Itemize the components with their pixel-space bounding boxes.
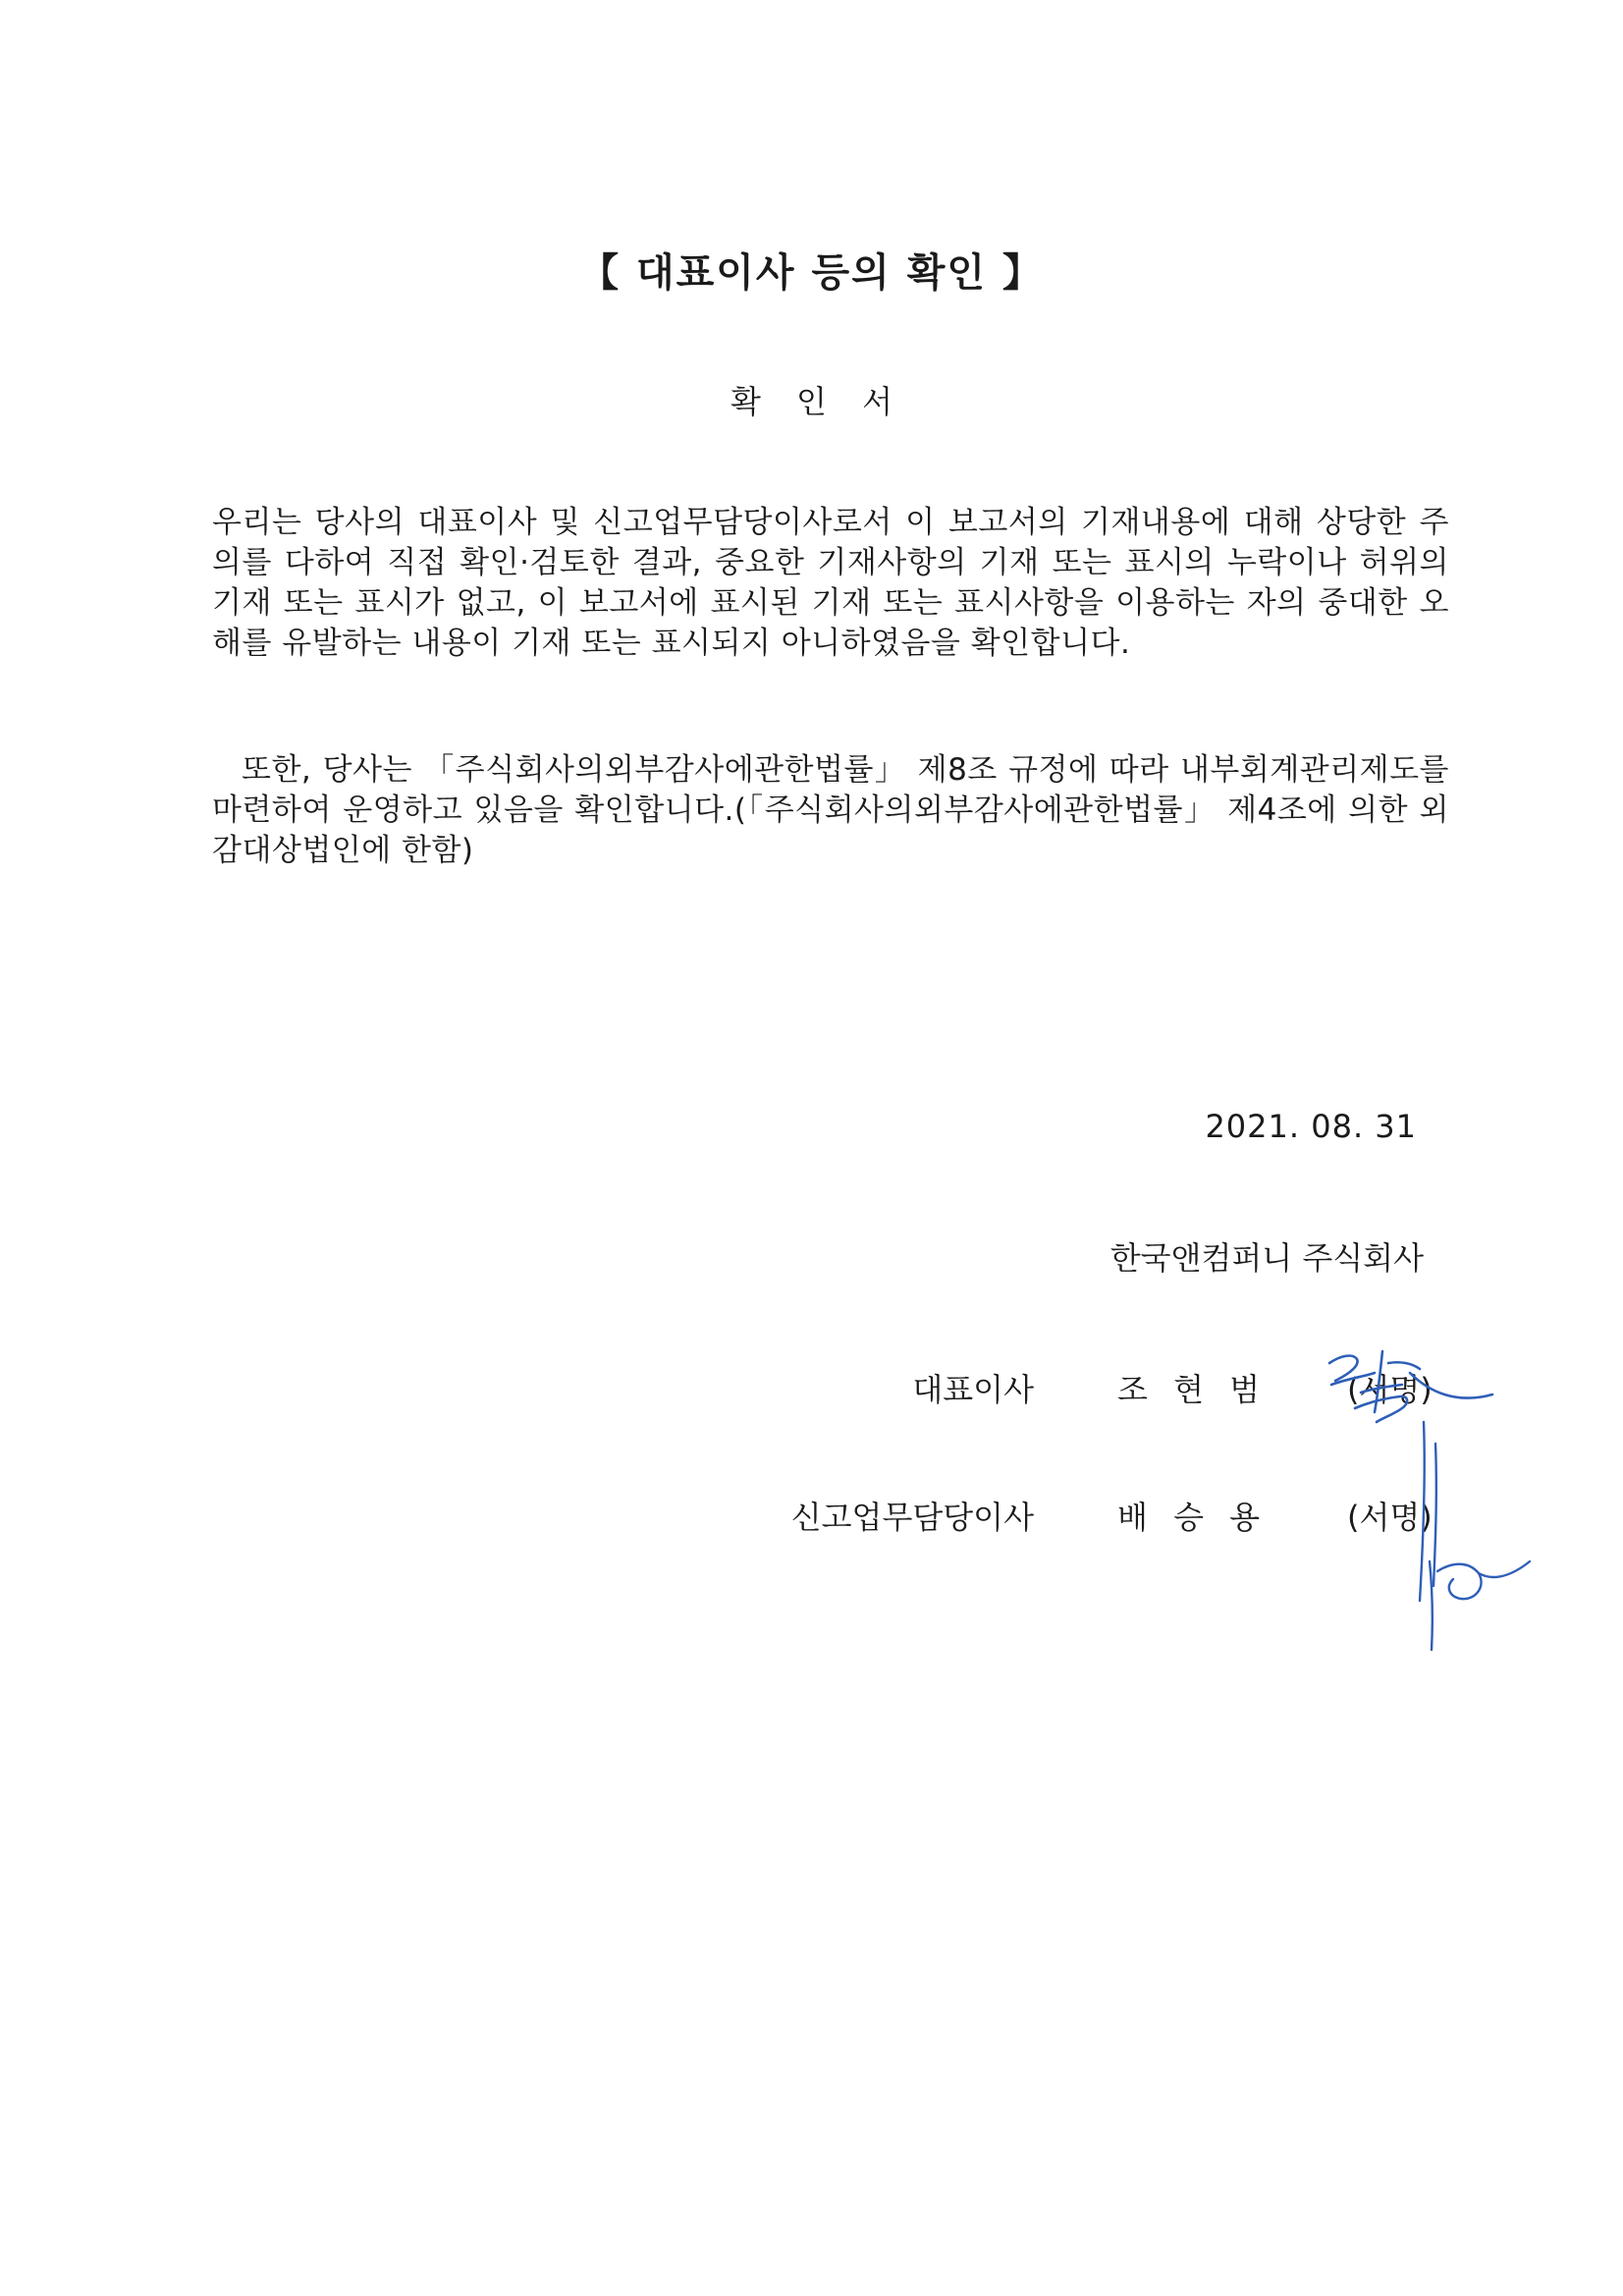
document-date: 2021. 08. 31 [1205,1108,1417,1145]
handwritten-signature-reporting-director [1384,1414,1542,1660]
signatory-name: 배 승 용 [1117,1499,1261,1536]
signature-mark: (서명) [1347,1371,1433,1408]
document-heading: 【 대표이사 등의 확인 】 [579,250,1044,296]
signature-mark: (서명) [1347,1499,1433,1536]
signatory-row-reporting-director [0,1493,1623,1542]
internal-control-paragraph: 또한, 당사는 「주식회사의외부감사에관한법률」 제8조 규정에 따라 내부회계관리제도를 마련하여 운영하고 있음을 확인합니다.(「주식회사의외부감사에관한법률」 제4조에 의한 외감대상법인에 한함) [212,752,1449,868]
document-subtitle: 확 인 서 [730,383,893,420]
signatory-role: 신고업무담당이사 [790,1499,1034,1536]
signatory-role: 대표이사 [912,1371,1034,1408]
signatory-name: 조 현 범 [1117,1371,1261,1408]
confirmation-paragraph: 우리는 당사의 대표이사 및 신고업무담당이사로서 이 보고서의 기재내용에 대해 상당한 주의를 다하여 직접 확인·검토한 결과, 중요한 기재사항의 기재 또는 표시의 누락이나 허위의 기재 또는 표시가 없고, 이 보고서에 표시된 기재 또는 표시사항을 이용하는 자의 중대한 오해를 유발하는 내용이 기재 또는 표시되지 아니하였음을 확인합니다. [212,505,1449,661]
company-name: 한국앤컴퍼니 주식회사 [1109,1239,1424,1277]
